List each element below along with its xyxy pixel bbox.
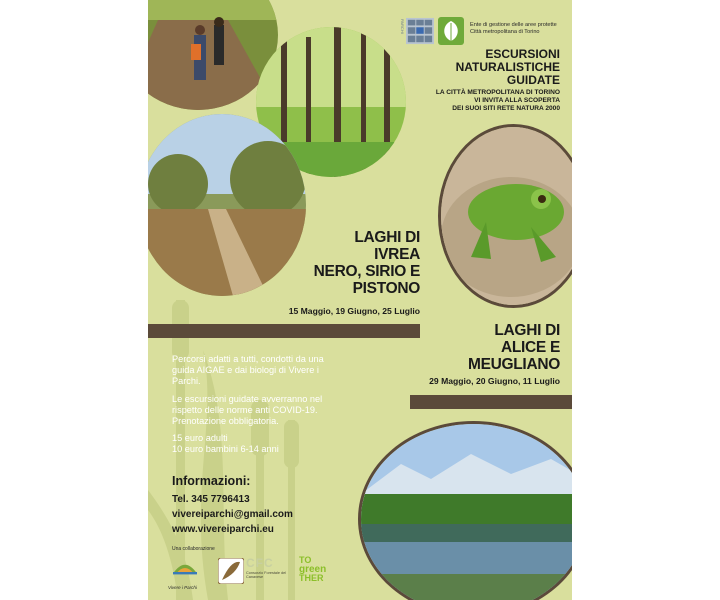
p3-line2: 10 euro bambini 6-14 anni [172,444,279,455]
description-p2 [172,394,382,428]
logo1-text: Vivere i Parchi [168,585,197,590]
p2-line3: Prenotazione obbligatoria. [172,416,279,427]
p3-line1: 15 euro adulti [172,433,228,444]
subtitle-line2: VI INVITA ALLA SCOPERTA [474,97,560,105]
p2-line2: rispetto delle norme anti COVID-19. [172,404,318,415]
ente-text [470,22,557,36]
title-line3: GUIDATE [506,73,560,87]
header-title [456,48,560,87]
subtitle-line1: LA CITTÀ METROPOLITANA DI TORINO [435,89,560,96]
event2-line2: ALICE E [500,339,560,356]
event1-line3: NERO, SIRIO E [313,263,420,280]
subtitle-line3: DEI SUOI SITI RETE NATURA 2000 [452,105,560,113]
photo-lake [358,421,572,600]
parchi-logo [400,17,434,45]
vivere-parchi-logo [168,556,202,590]
event1-line2: IVREA [374,246,420,263]
description [172,354,382,462]
logo2-sub: Consorzio Forestale del Canavese [246,571,287,580]
p1-line2: guida AIGAE e dai biologi di Vivere i [172,365,319,376]
p2-line1: Le escursioni guidate avverranno nel [172,393,323,404]
title-line2: NATURALISTICHE [455,60,560,74]
collab-label: Una collaborazione [172,546,215,552]
logo3-line3: THER [299,573,324,583]
event1-dates: 15 Maggio, 19 Giugno, 25 Luglio [288,306,420,316]
info-phone: Tel. 345 7796413 [172,494,250,505]
info-web[interactable]: www.vivereiparchi.eu [172,524,274,535]
logo3-line2: green [299,564,327,575]
event2-line1: LAGHI DI [494,322,560,339]
photo-trail [148,114,306,296]
parchi-label: PARCHI [400,19,405,34]
ente-line2: Città metropolitana di Torino [470,29,540,35]
logo2-text: CFC [246,556,274,570]
leaf-logo [438,17,464,45]
ente-line1: Ente di gestione delle aree protette [470,22,557,28]
logo3-line1: TO [299,555,312,565]
info-email[interactable]: vivereiparchi@gmail.com [172,509,293,520]
p1-line3: Parchi. [172,376,201,387]
togreenther-logo [299,556,349,592]
p1-line1: Percorsi adatti a tutti, condotti da una [172,354,324,364]
event1-bar [148,324,420,338]
poster [148,0,572,600]
title-line1: ESCURSIONI [485,47,560,61]
event1-line1: LAGHI DI [354,229,420,246]
event2-title [468,322,560,373]
cfc-logo [218,556,288,588]
header-subtitle [436,89,560,114]
event2-dates: 29 Maggio, 20 Giugno, 11 Luglio [429,376,560,386]
description-p3 [172,433,382,455]
event1-line4: PISTONO [352,280,420,297]
description-p1 [172,354,382,388]
photo-frog [438,124,572,308]
event1-title [314,229,420,297]
event2-line3: MEUGLIANO [467,356,560,373]
event2-bar [410,395,572,409]
info-heading: Informazioni: [172,474,251,488]
